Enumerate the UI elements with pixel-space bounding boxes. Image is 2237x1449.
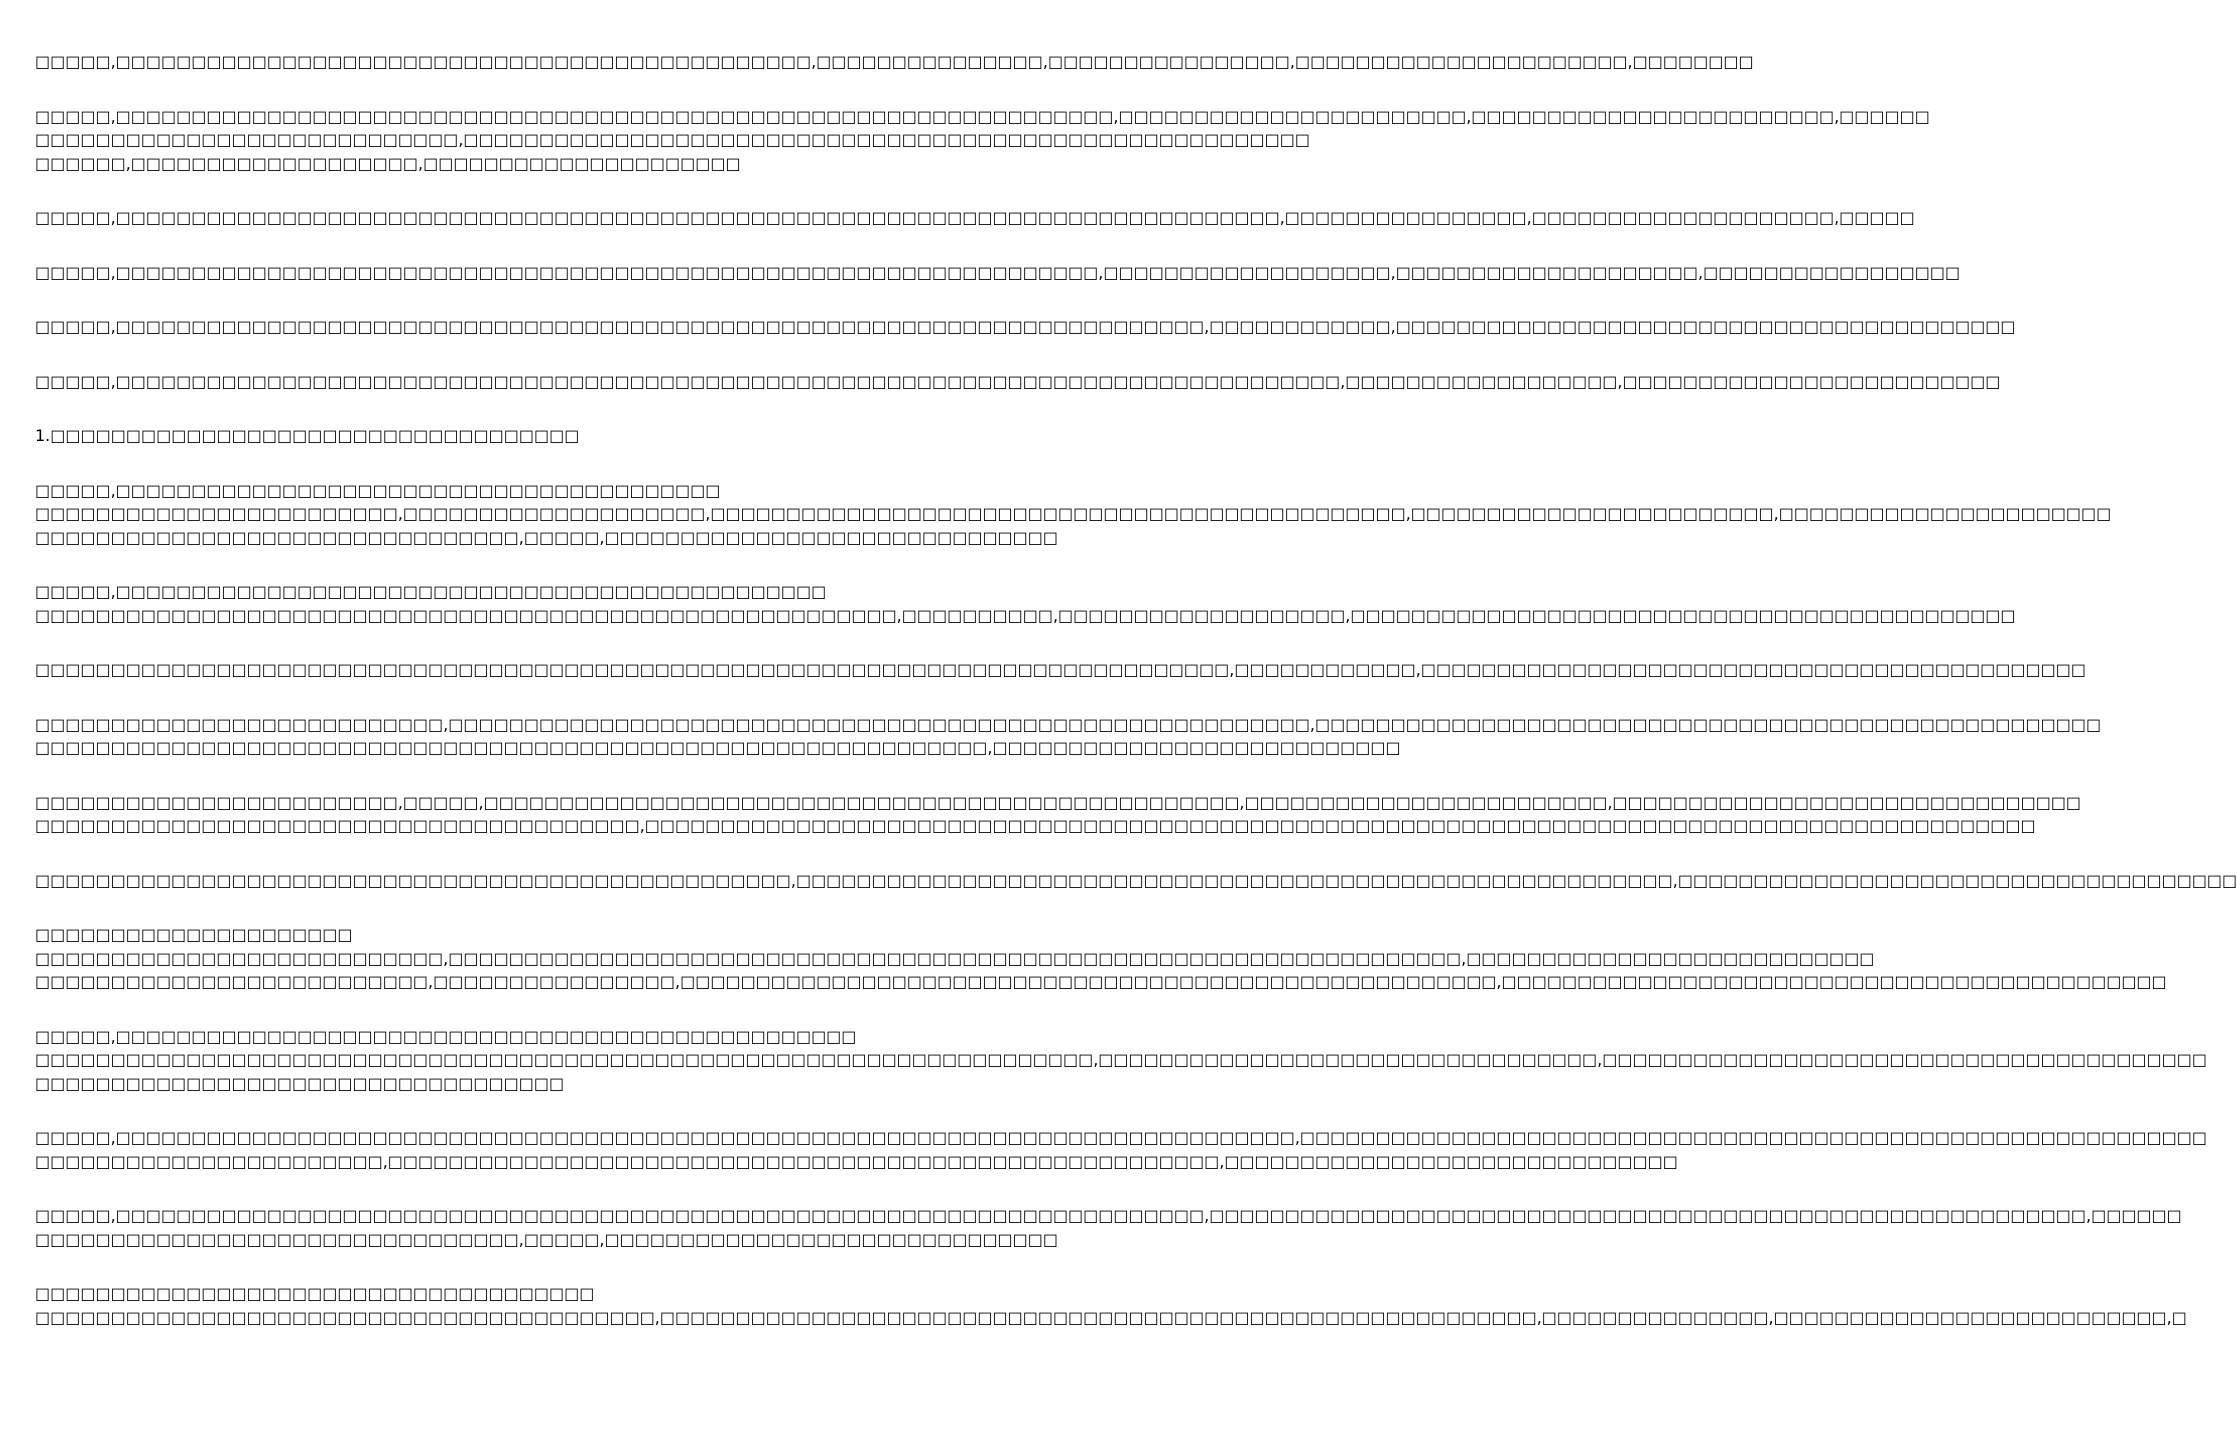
document-body [35, 50, 2237, 1360]
paragraph [35, 370, 2001, 394]
text-line: □□□□□□□□□□□□□□□□□□□□□□□□□□□□□□□□□□□□□□□□,□□□□□□□□□□□□□□□□□□□□□□□□□□□□□□□□□□□□□□□□□□□□□□□□□□□□□□□□□□□□□□□□□□□□□□□□□□□□□□□□□□□□□□□□□□□□ [35, 816, 2036, 835]
text-line: □□□□□□□□□□□□□□□□□□□□□□□□□□□□□□□□□□□□□□□□□□□□□□□□□□,□□□□□□□□□□□□□□□□□□□□□□□□□□□□□□□□□□□□□□□□□□□□□□□□□□□□□□□□□□,□□□□□□□□□□□□□□□□□□□□□□□□□□□□□□□□□□□□□ [35, 870, 2237, 890]
text-line: □□□□□□□□□□□□□□□□□□□□□□□□□□□□□□□□□□□□□□□□□,□□□□□□□□□□□□□□□□□□□□□□□□□□□□□□□□□□□□□□□□□□□□□□□□□□□□□□□□□□,□□□□□□□□□□□□□□□,□□□□□□□□□□□□□□□□□□□□□□□□□□,□ [35, 1307, 2187, 1327]
paragraph [35, 479, 2112, 550]
text-line: □□□□□□□□□□□□□□□□□□□□□□□□□□□□□□□□□□□□□□□□□□□□□□□□□□□□□□□□□□□□□□□□□□□□□□□□□□□□□□□,□□□□□□□□□□□□,□□□□□□□□□□□□□□□□□□□□□□□□□□□□□□□□□□□□□□□□□□□□ [35, 660, 2086, 679]
paragraph [35, 261, 1961, 285]
text-line: □□□□□□□□□□□□□□□□□□□□□□□□□□□,□□□□□□□□□□□□□□□□□□□□□□□□□□□□□□□□□□□□□□□□□□□□□□□□□□□□□□□□□,□□□□□□□□□□□□□□□□□□□□□□□□□□□□□□□□□□□□□□□□□□□□□□□□□□□□ [35, 714, 2102, 734]
text-line: □□□□□,□□□□□□□□□□□□□□□□□□□□□□□□□□□□□□□□□□□□□□□□□□□□□□□□□□□□□□□□□□□□□□□□□□□□□□□□□□□□□,□□□□□□□□□□□□□□□□,□□□□□□□□□□□□□□□□□□□□,□□□□□ [35, 208, 1915, 227]
paragraph [35, 791, 2082, 838]
text-line: □□□□□□□□□□□□□□□□□□□□□□□□,□□□□□,□□□□□□□□□□□□□□□□□□□□□□□□□□□□□□□□□□□□□□□□□□□□□□□□□□,□□□□□□□□□□□□□□□□□□□□□□□□,□□□□□□□□□□□□□□□□□□□□□□□□□□□□□□□ [35, 792, 2082, 812]
text-line: □□□□□□,□□□□□□□□□□□□□□□□□□□,□□□□□□□□□□□□□□□□□□□□□ [35, 153, 741, 173]
paragraph [35, 580, 2016, 627]
paragraph [35, 923, 2167, 994]
text-line: □□□□□,□□□□□□□□□□□□□□□□□□□□□□□□□□□□□□□□□□□□□□□□□□□□□□□□□□□□□□□□□□□□□□□□□□□□□□□□□□□□□□,□□□□□□□□□□□□□□□□□□□□□□□□□□□□□□□□□□□□□□□□□□□□□□□□□□□□□□□□□□□□ [35, 1128, 2207, 1147]
text-line: □□□□□,□□□□□□□□□□□□□□□□□□□□□□□□□□□□□□□□□□□□□□□□□□□□□□□ [35, 582, 827, 601]
paragraph [35, 658, 2086, 682]
text-line: □□□□□□□□□□□□□□□□□□□□□□□□□□□□□□□□□□□□□□□□□□□□□□□□□□□□□□□□□□□□□□□,□□□□□□□□□□□□□□□□□□□□□□□□□□□ [35, 738, 1401, 757]
paragraph [35, 869, 2237, 893]
text-line: □□□□□□□□□□□□□□□□□□□□□□□□□□□□,□□□□□□□□□□□□□□□□□□□□□□□□□□□□□□□□□□□□□□□□□□□□□□□□□□□□□□□□ [35, 130, 1310, 149]
text-line: □□□□□,□□□□□□□□□□□□□□□□□□□□□□□□□□□□□□□□□□□□□□□□□□□□□□□□□□□□□□□□□□□□□□□□□□□□□□□□,□□□□□□□□□□□□,□□□□□□□□□□□□□□□□□□□□□□□□□□□□□□□□□□□□□□□□□ [35, 317, 2016, 336]
text-line: □□□□□,□□□□□□□□□□□□□□□□□□□□□□□□□□□□□□□□□□□□□□□□□□□□□□□□□ [35, 1026, 857, 1046]
text-line: □□□□□,□□□□□□□□□□□□□□□□□□□□□□□□□□□□□□□□□□□□□□□□□□□□□□□□□□□□□□□□□□□□□□□□□□□□□□□□□□□□□□□□□,□□□□□□□□□□□□□□□□□□,□□□□□□□□□□□□□□□□□□□□□□□□□ [35, 371, 2001, 391]
text-line: □□□□□□□□□□□□□□□□□□□□□□□□□□□□□□□□□□□ [35, 1073, 565, 1093]
text-line: □□□□□,□□□□□□□□□□□□□□□□□□□□□□□□□□□□□□□□□□□□□□□□ [35, 480, 721, 500]
paragraph [35, 1282, 2187, 1329]
paragraph [35, 424, 989, 448]
text-line: □□□□□,□□□□□□□□□□□□□□□□□□□□□□□□□□□□□□□□□□□□□□□□□□□□□□□□□□□□□□□□□□□□□□□□□□,□□□□□□□□□□□□□□□□□□□□□□□,□□□□□□□□□□□□□□□□□□□□□□□□,□□□□□□ [35, 106, 1930, 126]
text-line: □□□□□□□□□□□□□□□□□□□□□□□□□□□□□□□□,□□□□□,□□□□□□□□□□□□□□□□□□□□□□□□□□□□□□ [35, 1229, 1059, 1249]
text-line: □□□□□,□□□□□□□□□□□□□□□□□□□□□□□□□□□□□□□□□□□□□□□□□□□□□□□□□□□□□□□□□□□□□□□□□,□□□□□□□□□□□□□□□□□□□,□□□□□□□□□□□□□□□□□□□□,□□□□□□□□□□□□□□□□□ [35, 262, 1961, 282]
text-line: □□□□□□□□□□□□□□□□□□□□□□□□□□□□□□□□□□□□□ [35, 1284, 595, 1303]
paragraph [35, 105, 1930, 176]
paragraph [35, 1025, 2207, 1096]
paragraph [35, 206, 1915, 230]
text-line: 1.□□□□□□□□□□□□□□□□□□□□□□□□□□□□□□□□□□□ [35, 426, 580, 445]
text-line: □□□□□□□□□□□□□□□□□□□□□□□□□□□,□□□□□□□□□□□□□□□□□□□□□□□□□□□□□□□□□□□□□□□□□□□□□□□□□□□□□□□□□□□□□□□□□□□,□□□□□□□□□□□□□□□□□□□□□□□□□□□ [35, 948, 1875, 968]
text-line: □□□□□□□□□□□□□□□□□□□□□□□□□□,□□□□□□□□□□□□□□□□,□□□□□□□□□□□□□□□□□□□□□□□□□□□□□□□□□□□□□□□□□□□□□□□□□□□□□□,□□□□□□□□□□□□□□□□□□□□□□□□□□□□□□□□□□□□□□□□□□□□ [35, 972, 2167, 991]
paragraph [35, 1126, 2207, 1173]
text-line: □□□□□,□□□□□□□□□□□□□□□□□□□□□□□□□□□□□□□□□□□□□□□□□□□□□□,□□□□□□□□□□□□□□□,□□□□□□□□□□□□□□□□,□□□□□□□□□□□□□□□□□□□□□□,□□□□□□□□ [35, 52, 1754, 71]
paragraph [35, 50, 1754, 74]
paragraph [35, 713, 2102, 760]
text-line: □□□□□□□□□□□□□□□□□□□□□□□□□□□□□□□□,□□□□□,□□□□□□□□□□□□□□□□□□□□□□□□□□□□□□ [35, 527, 1059, 547]
text-line: □□□□□□□□□□□□□□□□□□□□□□□□□□□□□□□□□□□□□□□□□□□□□□□□□□□□□□□□□,□□□□□□□□□□,□□□□□□□□□□□□□□□□□□□,□□□□□□□□□□□□□□□□□□□□□□□□□□□□□□□□□□□□□□□□□□□□ [35, 605, 2016, 625]
paragraph [35, 315, 2016, 339]
text-line: □□□□□□□□□□□□□□□□□□□□□□□□□□□□□□□□□□□□□□□□□□□□□□□□□□□□□□□□□□□□□□□□□□□□□□,□□□□□□□□□□□□□□□□□□□□□□□□□□□□□□□□□,□□□□□□□□□□□□□□□□□□□□□□□□□□□□□□□□□□□□□□□□ [35, 1050, 2207, 1069]
paragraph [35, 1204, 2182, 1251]
text-line: □□□□□□□□□□□□□□□□□□□□□□□□,□□□□□□□□□□□□□□□□□□□□,□□□□□□□□□□□□□□□□□□□□□□□□□□□□□□□□□□□□□□□□□□□□□□,□□□□□□□□□□□□□□□□□□□□□□□□,□□□□□□□□□□□□□□□□□□□□□□ [35, 504, 2112, 523]
text-line: □□□□□,□□□□□□□□□□□□□□□□□□□□□□□□□□□□□□□□□□□□□□□□□□□□□□□□□□□□□□□□□□□□□□□□□□□□□□□□,□□□□□□□□□□□□□□□□□□□□□□□□□□□□□□□□□□□□□□□□□□□□□□□□□□□□□□□□□□,□□□□□□ [35, 1206, 2182, 1225]
text-line: □□□□□□□□□□□□□□□□□□□□□□□,□□□□□□□□□□□□□□□□□□□□□□□□□□□□□□□□□□□□□□□□□□□□□□□□□□□□□□□,□□□□□□□□□□□□□□□□□□□□□□□□□□□□□□ [35, 1151, 1678, 1171]
text-line: □□□□□□□□□□□□□□□□□□□□□ [35, 925, 353, 944]
